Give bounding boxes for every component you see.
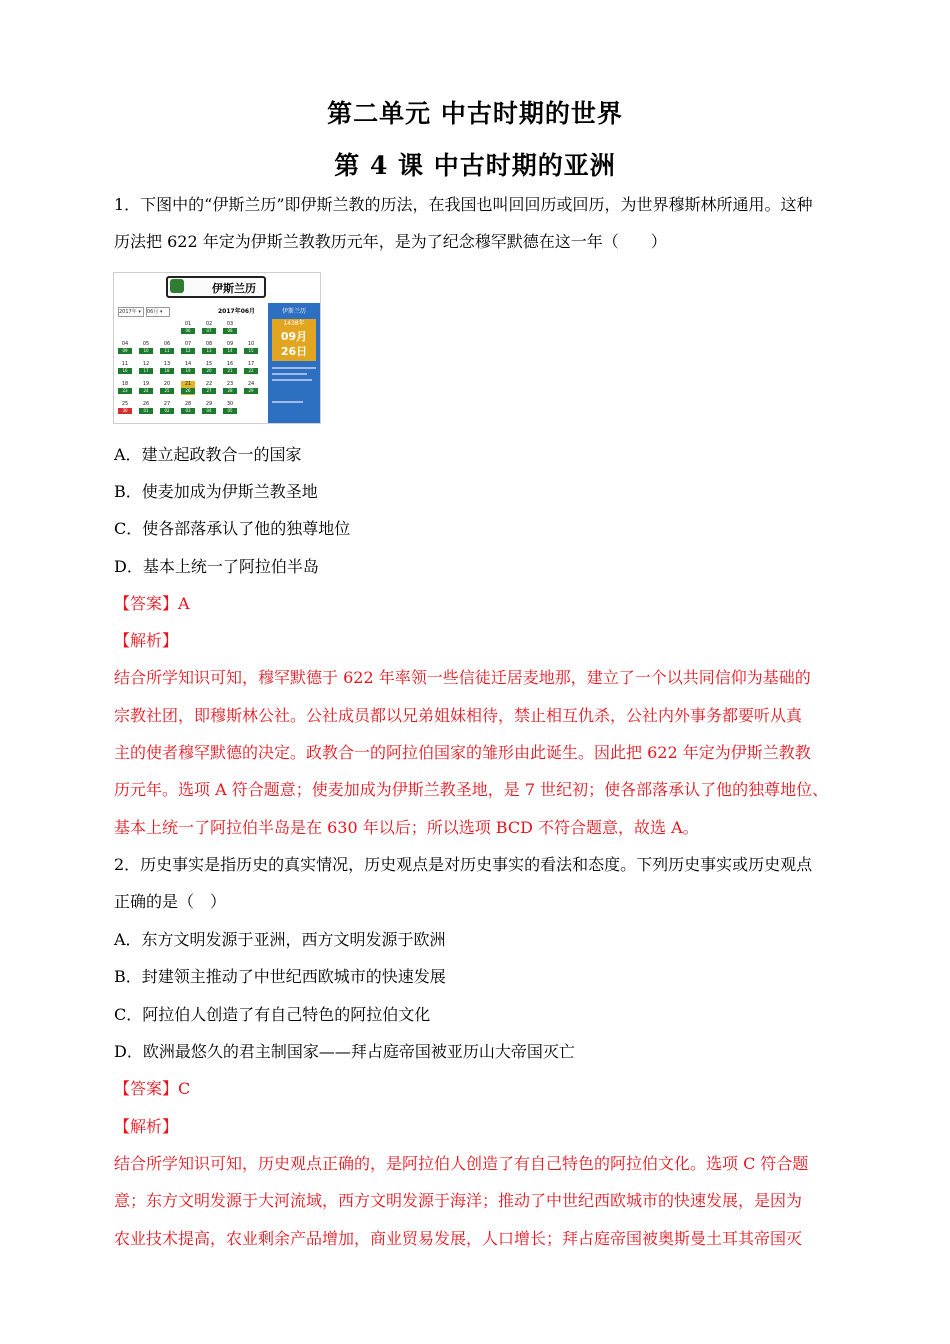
calendar-hijri-day: 08	[223, 328, 237, 334]
q1-option-c: C．使各部落承认了他的独尊地位	[114, 519, 351, 538]
q1-analysis-label: 【解析】	[114, 631, 179, 650]
side-month: 09月	[280, 330, 308, 343]
calendar-day-cell	[118, 361, 132, 375]
calendar-day-number: 05	[142, 341, 150, 347]
side-day: 26日	[280, 345, 308, 358]
calendar-day-number: 13	[163, 361, 171, 367]
calendar-day-cell	[223, 321, 237, 335]
calendar-hijri-day: 16	[118, 368, 132, 374]
calendar-day-cell	[223, 381, 237, 395]
calendar-hijri-day: 20	[202, 368, 216, 374]
calendar-hijri-day: 24	[139, 388, 153, 394]
calendar-hijri-day: 03	[181, 408, 195, 414]
q2-analysis-label: 【解析】	[114, 1117, 179, 1136]
calendar-day-cell	[139, 401, 153, 415]
calendar-day-number: 25	[121, 401, 129, 407]
calendar-day-number: 22	[205, 381, 213, 387]
q1-analysis-line-4: 历元年。选项 A 符合题意；使麦加成为伊斯兰教圣地，是 7 世纪初；使各部落承认了他的独尊地位、	[114, 780, 829, 799]
calendar-day-number: 04	[121, 341, 129, 347]
calendar-day-number: 18	[121, 381, 129, 387]
calendar-day-cell	[202, 321, 216, 335]
q1-analysis-line-1: 结合所学知识可知，穆罕默德于 622 年率领一些信徒迁居麦地那，建立了一个以共同信仰为基础的	[114, 668, 811, 687]
q1-analysis-line-5: 基本上统一了阿拉伯半岛是在 630 年以后；所以选项 BCD 不符合题意，故选 A。	[114, 818, 699, 837]
calendar-day-number: 03	[226, 321, 234, 327]
calendar-day-number: 16	[226, 361, 234, 367]
calendar-hijri-day: 28	[223, 388, 237, 394]
calendar-day-cell	[139, 341, 153, 355]
q2-option-d: D．欧洲最悠久的君主制国家——拜占庭帝国被亚历山大帝国灭亡	[114, 1042, 575, 1061]
calendar-day-number: 27	[163, 401, 171, 407]
calendar-day-cell	[139, 381, 153, 395]
calendar-hijri-day: 22	[244, 368, 258, 374]
calendar-day-cell	[118, 381, 132, 395]
calendar-title: 伊斯兰历	[212, 282, 256, 295]
calendar-hijri-day: 10	[139, 348, 153, 354]
calendar-day-number: 21	[184, 381, 192, 387]
q2-option-b: B．封建领主推动了中世纪西欧城市的快速发展	[114, 967, 446, 986]
calendar-day-cell	[244, 341, 258, 355]
lesson-title: 第 4 课 中古时期的亚洲	[334, 151, 616, 180]
calendar-day-cell	[160, 381, 174, 395]
calendar-day-cell	[202, 401, 216, 415]
calendar-hijri-day: 12	[181, 348, 195, 354]
calendar-day-cell	[118, 341, 132, 355]
calendar-day-cell	[181, 341, 195, 355]
calendar-day-cell	[223, 401, 237, 415]
side-panel-note	[272, 367, 316, 403]
calendar-day-cell	[160, 361, 174, 375]
side-panel-date	[272, 319, 316, 361]
side-year: 1438年	[283, 320, 305, 327]
unit-title: 第二单元 中古时期的世界	[327, 99, 623, 128]
q2-option-c: C．阿拉伯人创造了有自己特色的阿拉伯文化	[114, 1005, 431, 1024]
year-select: 2017年 ▾	[118, 307, 144, 317]
calendar-day-number: 17	[247, 361, 255, 367]
calendar-day-cell	[139, 361, 153, 375]
calendar-day-cell	[202, 381, 216, 395]
calendar-hijri-day: 19	[181, 368, 195, 374]
q2-option-a: A．东方文明发源于亚洲，西方文明发源于欧洲	[114, 930, 446, 949]
calendar-hijri-day: 05	[223, 408, 237, 414]
calendar-hijri-day: 25	[160, 388, 174, 394]
islamic-calendar-image	[113, 272, 321, 424]
q2-analysis-line-2: 意；东方文明发源于大河流域，西方文明发源于海洋；推动了中世纪西欧城市的快速发展，是因为	[114, 1191, 803, 1210]
calendar-hijri-day: 17	[139, 368, 153, 374]
calendar-day-cell	[181, 381, 195, 395]
calendar-day-cell	[160, 341, 174, 355]
calendar-day-cell	[223, 361, 237, 375]
calendar-hijri-day: 18	[160, 368, 174, 374]
calendar-day-number: 14	[184, 361, 192, 367]
calendar-day-number: 08	[205, 341, 213, 347]
calendar-day-cell	[202, 341, 216, 355]
calendar-hijri-day: 04	[202, 408, 216, 414]
calendar-day-number: 23	[226, 381, 234, 387]
calendar-day-number: 28	[184, 401, 192, 407]
calendar-hijri-day: 14	[223, 348, 237, 354]
calendar-logo-icon	[170, 279, 184, 293]
month-select: 06月 ▾	[146, 307, 170, 317]
q1-answer: 【答案】A	[114, 594, 190, 613]
calendar-day-number: 30	[226, 401, 234, 407]
calendar-day-cell	[181, 361, 195, 375]
calendar-day-cell	[223, 341, 237, 355]
q2-analysis-line-3: 农业技术提高，农业剩余产品增加，商业贸易发展，人口增长；拜占庭帝国被奥斯曼土耳其帝国灭	[114, 1229, 803, 1248]
calendar-day-cell	[244, 361, 258, 375]
q2-analysis-line-1: 结合所学知识可知，历史观点正确的，是阿拉伯人创造了有自己特色的阿拉伯文化。选项 C 符合题	[114, 1154, 809, 1173]
q1-option-b: B．使麦加成为伊斯兰教圣地	[114, 482, 318, 501]
calendar-day-number: 11	[121, 361, 129, 367]
q1-option-d: D．基本上统一了阿拉伯半岛	[114, 557, 319, 576]
calendar-day-number: 24	[247, 381, 255, 387]
calendar-day-number: 15	[205, 361, 213, 367]
calendar-day-number: 07	[184, 341, 192, 347]
calendar-hijri-day: 27	[202, 388, 216, 394]
calendar-day-number: 12	[142, 361, 150, 367]
calendar-day-number: 09	[226, 341, 234, 347]
calendar-side-panel	[268, 303, 320, 423]
q1-stem-line-1: 1．下图中的“伊斯兰历”即伊斯兰教的历法，在我国也叫回回历或回历，为世界穆斯林所通用。这种	[114, 195, 813, 214]
calendar-hijri-day: 02	[160, 408, 174, 414]
calendar-day-cell	[160, 401, 174, 415]
calendar-day-cell	[181, 321, 195, 335]
calendar-hijri-day: 23	[118, 388, 132, 394]
calendar-day-number: 19	[142, 381, 150, 387]
calendar-day-number: 26	[142, 401, 150, 407]
calendar-hijri-day: 29	[244, 388, 258, 394]
calendar-hijri-day: 30	[118, 408, 132, 414]
calendar-day-number: 10	[247, 341, 255, 347]
q2-answer: 【答案】C	[114, 1079, 191, 1098]
calendar-hijri-day: 06	[181, 328, 195, 334]
calendar-hijri-day: 15	[244, 348, 258, 354]
q2-stem-line-1: 2．历史事实是指历史的真实情况，历史观点是对历史事实的看法和态度。下列历史事实或历史观点	[114, 855, 813, 874]
calendar-hijri-day: 13	[202, 348, 216, 354]
q1-analysis-line-2: 宗教社团，即穆斯林公社。公社成员都以兄弟姐妹相待，禁止相互仇杀，公社内外事务都要听从真	[114, 706, 803, 725]
calendar-hijri-day: 21	[223, 368, 237, 374]
calendar-day-cell	[244, 381, 258, 395]
calendar-day-cell	[202, 361, 216, 375]
calendar-day-number: 29	[205, 401, 213, 407]
calendar-hijri-day: 07	[202, 328, 216, 334]
side-panel-title: 伊斯兰历	[281, 308, 306, 315]
calendar-day-cell	[118, 401, 132, 415]
calendar-day-number: 06	[163, 341, 171, 347]
calendar-day-number: 02	[205, 321, 213, 327]
q1-option-a: A．建立起政教合一的国家	[114, 445, 302, 464]
calendar-header	[114, 273, 320, 301]
calendar-hijri-day: 01	[139, 408, 153, 414]
calendar-day-number: 01	[184, 321, 192, 327]
calendar-hijri-day: 11	[160, 348, 174, 354]
calendar-day-cell	[181, 401, 195, 415]
calendar-month-label: 2017年06月	[218, 308, 256, 315]
calendar-day-number: 20	[163, 381, 171, 387]
calendar-hijri-day: 26	[181, 388, 195, 394]
q2-stem-line-2: 正确的是（ ）	[114, 892, 227, 911]
q1-stem-line-2: 历法把 622 年定为伊斯兰教教历元年，是为了纪念穆罕默德在这一年（ ）	[114, 232, 667, 251]
q1-analysis-line-3: 主的使者穆罕默德的决定。政教合一的阿拉伯国家的雏形由此诞生。因此把 622 年定为伊斯兰教教	[114, 743, 811, 762]
calendar-hijri-day: 09	[118, 348, 132, 354]
